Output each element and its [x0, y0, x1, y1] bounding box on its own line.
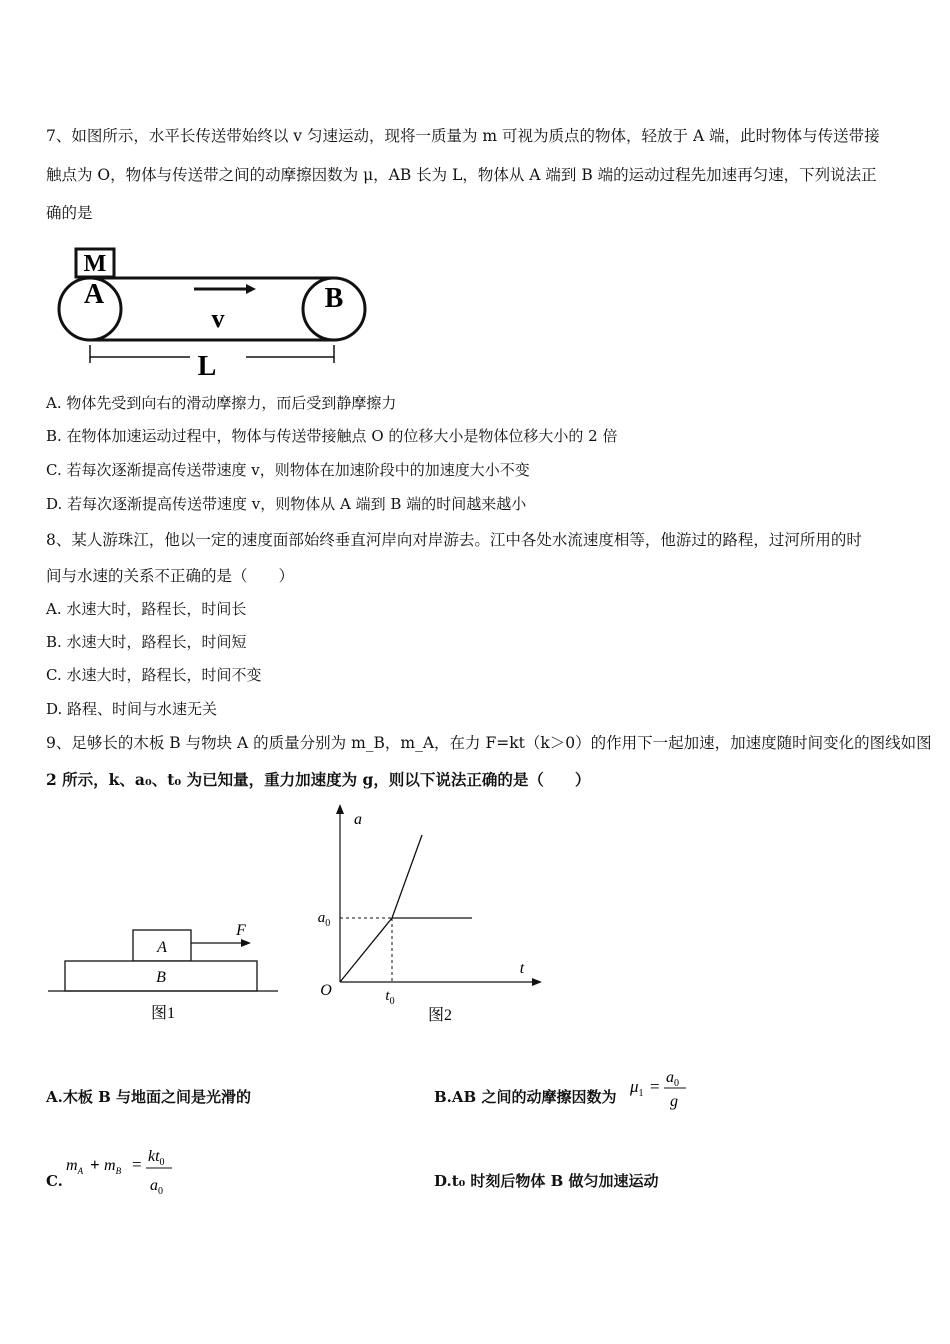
svg-text:kt0: $kt_0$: [148, 1148, 165, 1168]
q8-option-b: B. 水速大时，路程长，时间短: [46, 633, 247, 651]
q7-stem-line2: 触点为 O，物体与传送带之间的动摩擦因数为 μ，AB 长为 L，物体从 A 端到 B 端的运动过程先加速再匀速，下列说法正: [46, 166, 877, 184]
board-b-label: B: [156, 969, 166, 986]
force-label: F: [236, 922, 246, 939]
graph-line-steep: [392, 835, 422, 918]
y-axis-label: a: [354, 811, 362, 828]
q9-stem-line2: 2 所示，k、a₀、t₀ 为已知量，重力加速度为 g，则以下说法正确的是（ ）: [46, 770, 591, 789]
q9-option-a: A.木板 B 与地面之间是光滑的: [46, 1088, 251, 1106]
length-label: L: [197, 351, 217, 380]
figure-1-caption: 图1: [150, 1005, 176, 1022]
q8-option-c: C. 水速大时，路程长，时间不变: [46, 666, 262, 684]
svg-text:g: g: [670, 1093, 678, 1110]
svg-text:=: =: [132, 1155, 142, 1174]
acceleration-time-graph: [310, 800, 550, 1030]
t0-label: $t_0$: [385, 988, 395, 1007]
q7-option-d: D. 若每次逐渐提高传送带速度 v，则物体从 A 端到 B 端的时间越来越小: [46, 495, 527, 513]
q8-option-a: A. 水速大时，路程长，时间长: [46, 600, 247, 618]
a0-label: $a_0$: [317, 910, 331, 929]
wheel-a-label: A: [83, 279, 105, 310]
graph-line-initial: [340, 918, 392, 982]
q9-option-c: C.: [46, 1172, 63, 1190]
q9-stem-line1: 9、足够长的木板 B 与物块 A 的质量分别为 m_B，m_A，在力 F=kt（k＞0）的作用下一起加速，加速度随时间变化的图线如图: [46, 734, 932, 752]
origin-label: O: [320, 982, 332, 999]
mu-formula: [628, 1066, 690, 1110]
q8-option-d: D. 路程、时间与水速无关: [46, 700, 218, 718]
velocity-label: v: [211, 304, 225, 333]
velocity-arrowhead: [246, 284, 256, 294]
q7-option-c: C. 若每次逐渐提高传送带速度 v，则物体在加速阶段中的加速度大小不变: [46, 461, 530, 479]
figure-2-caption: 图2: [427, 1007, 453, 1024]
block-m-label: M: [83, 251, 107, 277]
y-axis-arrowhead: [336, 804, 344, 814]
q7-stem-line1: 7、如图所示，水平长传送带始终以 v 匀速运动，现将一质量为 m 可视为质点的物体，轻放于 A 端，此时物体与传送带接: [46, 127, 880, 145]
svg-text:=: =: [650, 1077, 660, 1096]
q7-option-b: B. 在物体加速运动过程中，物体与传送带接触点 O 的位移大小是物体位移大小的 2 倍: [46, 427, 618, 445]
q8-stem-line1: 8、某人游珠江，他以一定的速度面部始终垂直河岸向对岸游去。江中各处水流速度相等，他游过的路程，过河所用的时: [46, 531, 862, 549]
q8-stem-line2: 间与水速的关系不正确的是（ ）: [46, 567, 295, 585]
conveyor-belt-figure: [50, 245, 380, 380]
block-a-label: A: [157, 939, 167, 956]
q7-option-a: A. 物体先受到向右的滑动摩擦力，而后受到静摩擦力: [46, 394, 397, 412]
svg-text:a0: $a_0$: [150, 1177, 163, 1196]
q9-option-d: D.t₀ 时刻后物体 B 做匀加速运动: [434, 1172, 659, 1190]
svg-text:a0: $a_0$: [666, 1069, 679, 1089]
q7-stem-line3: 确的是: [46, 204, 93, 222]
q9-option-b: B.AB 之间的动摩擦因数为: [434, 1088, 617, 1106]
wheel-b-label: B: [324, 283, 344, 314]
svg-text:mB: $m_B$: [104, 1157, 122, 1176]
svg-text:μ1: $\mu_1$: [630, 1077, 644, 1099]
force-arrowhead: [241, 939, 251, 947]
svg-text:+: +: [90, 1155, 100, 1174]
x-axis-arrowhead: [532, 978, 542, 986]
blocks-figure-1: [45, 915, 285, 1030]
svg-text:mA: $m_A$: [66, 1157, 84, 1176]
x-axis-label: t: [519, 960, 525, 977]
mass-formula: [64, 1144, 179, 1196]
